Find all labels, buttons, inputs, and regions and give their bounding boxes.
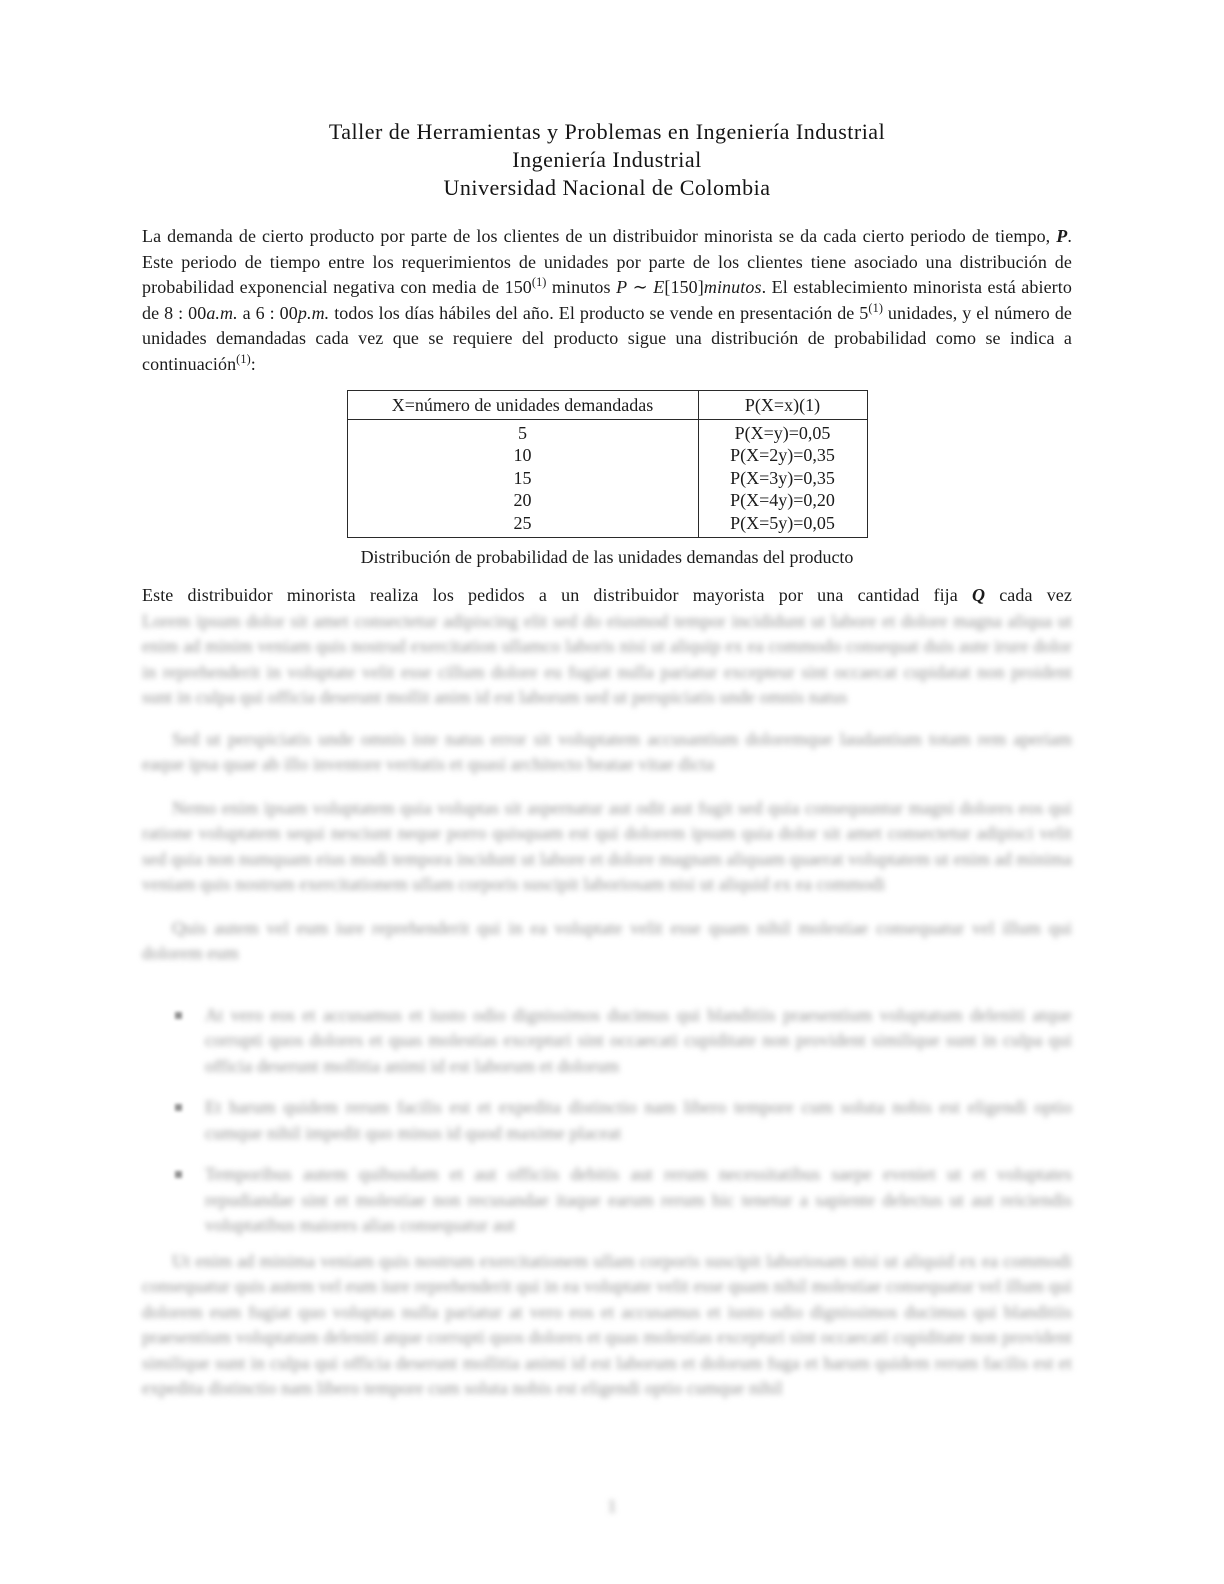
probability-cell: P(X=5y)=0,05 — [730, 512, 835, 533]
document-title — [142, 118, 1072, 202]
table-header-probability: P(X=x)(1) — [698, 391, 867, 420]
title-line-workshop: Taller de Herramientas y Problemas en Ingeniería Industrial — [328, 119, 886, 144]
second-paragraph-blurred-continuation: Lorem ipsum dolor sit amet consectetur adipiscing elit sed do eiusmod tempor incididunt ut labore et dolore magna aliqua ut enim ad minim veniam quis nostrud exercitation ullamco laboris nisi ut aliquip ex ea commodo consequat duis aute irure dolor in reprehenderit in voluptate velit esse cillum dolore eu fugiat nulla pariatur excepteur sint occaecat cupidatat non proident sunt in culpa qui officia deserunt mollit anim id est laborum sed ut perspiciatis unde omnis natus — [142, 610, 1072, 708]
table-row — [347, 444, 867, 466]
table-row — [347, 420, 867, 445]
probability-cell: P(X=2y)=0,35 — [730, 445, 835, 466]
second-paragraph-visible-line: Este distribuidor minorista realiza los pedidos a un distribuidor mayorista por una cantidad fija Q cada vez — [142, 585, 1072, 606]
list-item — [205, 1003, 1072, 1080]
table-row — [347, 467, 867, 489]
bullet-square-icon — [175, 1104, 182, 1111]
table-row — [347, 512, 867, 538]
second-paragraph — [142, 583, 1072, 711]
page-number: 1 — [607, 1496, 617, 1516]
title-line-university: Universidad Nacional de Colombia — [443, 175, 771, 200]
list-item — [205, 1095, 1072, 1146]
blurred-paragraph-2: Nemo enim ipsam voluptatem quia voluptas sit aspernatur aut odit aut fugit sed quia consequuntur magni dolores eos qui ratione voluptatem sequi nesciunt neque porro quisquam est qui dolorem ipsum quia dolor sit amet consectetur adipisci velit sed quia non numquam eius modi tempora incidunt ut labore et dolore magnam aliquam quaerat voluptatem ut enim ad minima veniam quis nostrum exercitationem ullam corporis suscipit laboriosam nisi ut aliquid ex ea commodi — [142, 797, 1072, 895]
list-item-blurred-text: Et harum quidem rerum facilis est et expedita distinctio nam libero tempore cum soluta nobis est eligendi optio cumque nihil impedit quo minus id quod maxime placeat — [205, 1097, 1072, 1143]
probability-cell: P(X=3y)=0,35 — [730, 467, 835, 488]
table-header-units: X=número de unidades demandadas — [347, 391, 698, 420]
list-item-blurred-text: At vero eos et accusamus et iusto odio dignissimos ducimus qui blanditiis praesentium voluptatum deleniti atque corrupti quos dolores et quas molestias excepturi sint occaecati cupiditate non provident similique sunt in culpa qui officia deserunt mollitia animi id est laborum et dolorum — [205, 1004, 1072, 1076]
units-cell: 15 — [347, 467, 698, 489]
list-item-blurred-text: Temporibus autem quibusdam et aut officiis debitis aut rerum necessitatibus saepe eveniet ut et voluptates repudiandae sint et molestiae non recusandae itaque earum rerum hic tenetur a sapiente delectus ut aut reiciendis voluptatibus maiores alias consequatur aut — [205, 1164, 1072, 1236]
list-item — [205, 1162, 1072, 1239]
blurred-paragraph-3: Quis autem vel eum iure reprehenderit qui in ea voluptate velit esse quam nihil molestiae consequatur vel illum qui dolorem eum — [142, 917, 1072, 964]
title-line-program: Ingeniería Industrial — [512, 147, 702, 172]
units-cell: 25 — [347, 512, 698, 538]
table-row — [347, 489, 867, 511]
bullet-square-icon — [175, 1171, 182, 1178]
table-caption: Distribución de probabilidad de las unidades demandas del producto — [360, 547, 854, 568]
blurred-paragraph-1: Sed ut perspiciatis unde omnis iste natus error sit voluptatem accusantium doloremque laudantium totam rem aperiam eaque ipsa quae ab illo inventore veritatis et quasi architecto beatae vitae dicta — [142, 728, 1072, 775]
table-header-row — [347, 391, 867, 420]
probability-cell: P(X=y)=0,05 — [734, 423, 831, 443]
probability-table — [347, 390, 868, 538]
units-cell: 10 — [347, 444, 698, 466]
units-cell: 20 — [347, 489, 698, 511]
bullet-square-icon — [175, 1012, 182, 1019]
units-cell: 5 — [347, 420, 698, 445]
intro-paragraph: La demanda de cierto producto por parte de los clientes de un distribuidor minorista se da cada cierto periodo de tiempo, P. Este periodo de tiempo entre los requerimientos de unidades por parte de los clientes tiene asociado una distribución de probabilidad exponencial negativa con media de 150$^{(1)}$ minutos P ∼ E[150]minutos. El establecimiento minorista está abierto de 8 : 00a.m. a 6 : 00p.m. todos los días hábiles del año. El producto se vende en presentación de 5$^{(1)}$ unidades, y el número de unidades demandadas cada vez que se requiere del producto sigue una distribución de probabilidad como se indica a continuación$^{(1)}$: — [142, 226, 1073, 374]
closing-blurred-paragraph: Ut enim ad minima veniam quis nostrum exercitationem ullam corporis suscipit laboriosam nisi ut aliquid ex ea commodi consequatur quis autem vel eum iure reprehenderit qui in ea voluptate velit esse quam nihil molestiae consequatur vel illum qui dolorem eum fugiat quo voluptas nulla pariatur at vero eos et accusamus et iusto odio dignissimos ducimus qui blanditiis praesentium voluptatum deleniti atque corrupti quos dolores et quas molestias excepturi sint occaecati cupiditate non provident similique sunt in culpa qui officia deserunt mollitia animi id est laborum et dolorum fuga et harum quidem rerum facilis est et expedita distinctio nam libero tempore cum soluta nobis est eligendi optio cumque nihil — [142, 1250, 1072, 1399]
question-list — [142, 1003, 1072, 1239]
probability-cell: P(X=4y)=0,20 — [730, 490, 835, 511]
